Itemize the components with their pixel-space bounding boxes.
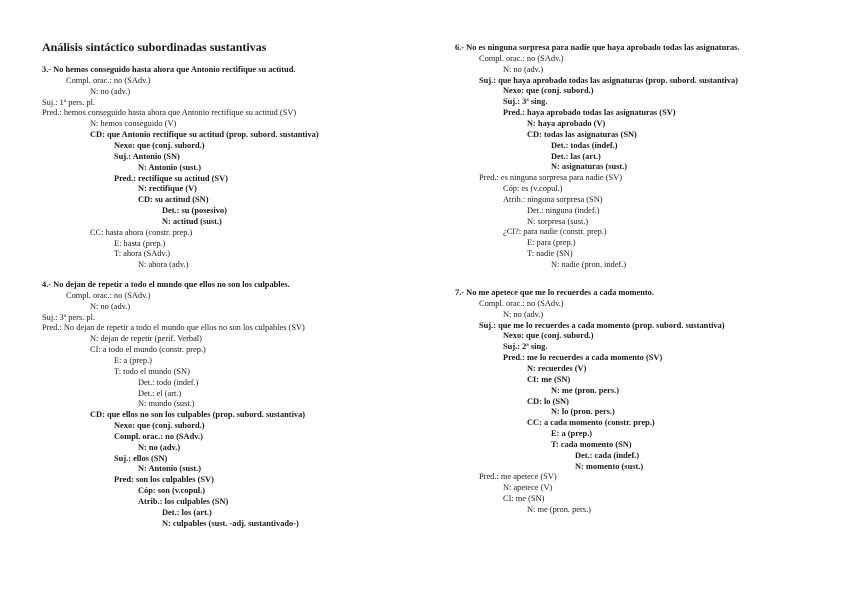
- analysis-line: N: Antonio (sust.): [138, 162, 202, 172]
- analysis-line: CD: que ellos no son los culpables (prop. subord. sustantiva): [90, 410, 306, 420]
- analysis-line: Det.: cada (indef.): [575, 450, 640, 460]
- analysis-line: N: momento (sust.): [575, 461, 644, 471]
- analysis-line: Nexo: que (conj. subord.): [114, 421, 205, 431]
- analysis-line: N: haya aprobado (V): [527, 118, 606, 128]
- analysis-line: N: actitud (sust.): [162, 216, 222, 226]
- analysis-line: Pred.: es ninguna sorpresa para nadie (SV): [479, 173, 623, 183]
- analysis-line: Det.: ninguna (indef.): [527, 205, 600, 215]
- analysis-line: N: no (adv.): [90, 301, 131, 311]
- analysis-line: Nexo: que (conj. subord.): [114, 140, 205, 150]
- exercise-heading: 3.- No hemos conseguido hasta ahora que Antonio rectifique su actitud.: [42, 65, 296, 74]
- analysis-line: Pred.: haya aprobado todas las asignaturas (SV): [503, 108, 676, 118]
- analysis-line: E: para (prep.): [527, 238, 576, 248]
- analysis-line: N: apetece (V): [503, 483, 553, 493]
- analysis-line: N: no (adv.): [503, 309, 544, 319]
- analysis-line: ¿CI?: para nadie (constr. prep.): [503, 227, 607, 237]
- analysis-line: Nexo: que (conj. subord.): [503, 86, 594, 96]
- analysis-line: CC: hasta ahora (constr. prep.): [90, 227, 193, 237]
- analysis-line: Pred: son los culpables (SV): [114, 475, 214, 485]
- analysis-line: Cóp: son (v.copul.): [138, 486, 206, 496]
- analysis-line: Pred.: hemos conseguido hasta ahora que Antonio rectifique su actitud (SV): [42, 108, 297, 118]
- analysis-line: CI: a todo el mundo (constr. prep.): [90, 345, 206, 355]
- analysis-line: Det.: su (posesivo): [162, 206, 227, 216]
- analysis-line: Det.: el (art.): [138, 388, 182, 398]
- analysis-line: Compl. orac.: no (SAdv.): [66, 75, 151, 85]
- analysis-line: Atrib.: ninguna sorpresa (SN): [503, 194, 603, 204]
- exercise-heading: 6.- No es ninguna sorpresa para nadie que haya aprobado todas las asignaturas.: [455, 43, 740, 52]
- analysis-line: CD: todas las asignaturas (SN): [527, 129, 637, 139]
- analysis-line: Suj.: 1ª pers. pl.: [42, 97, 96, 107]
- analysis-line: N: me (pron. pers.): [527, 505, 591, 514]
- analysis-line: Pred.: No dejan de repetir a todo el mundo que ellos no son los culpables (SV): [42, 323, 305, 333]
- analysis-line: Det.: todo (indef.): [138, 377, 199, 387]
- analysis-line: N: no (adv.): [503, 64, 544, 74]
- analysis-line: Suj.: ellos (SN): [114, 453, 168, 463]
- analysis-line: N: sorpresa (sust.): [527, 216, 589, 226]
- analysis-line: Suj.: 2ª sing.: [503, 342, 548, 352]
- analysis-line: Compl. orac.: no (SAdv.): [114, 431, 203, 441]
- analysis-line: Det.: todas (indef.): [551, 140, 618, 150]
- analysis-line: T: todo el mundo (SN): [114, 366, 190, 376]
- analysis-line: Cóp: es (v.copul.): [503, 184, 563, 194]
- analysis-line: CD: su actitud (SN): [138, 195, 209, 205]
- analysis-line: N: lo (pron. pers.): [551, 407, 615, 417]
- analysis-line: Pred.: me lo recuerdes a cada momento (SV): [503, 353, 663, 363]
- analysis-line: Suj.: que me lo recuerdes a cada momento (prop. subord. sustantiva): [479, 320, 725, 330]
- analysis-line: N: no (adv.): [138, 442, 181, 452]
- analysis-line: N: asignaturas (sust.): [551, 162, 628, 172]
- analysis-line: N: mundo (sust.): [138, 399, 195, 409]
- analysis-line: Pred.: me apetece (SV): [479, 472, 557, 482]
- analysis-line: N: no (adv.): [90, 86, 131, 96]
- analysis-line: CI: me (SN): [527, 374, 571, 384]
- analysis-line: Compl. orac.: no (SAdv.): [479, 53, 564, 63]
- analysis-line: N: Antonio (sust.): [138, 464, 202, 474]
- analysis-line: Pred.: rectifique su actitud (SV): [114, 173, 228, 183]
- analysis-line: E: hasta (prep.): [114, 238, 166, 248]
- analysis-line: N: hemos conseguido (V): [90, 119, 177, 129]
- analysis-line: Suj.: 3ª pers. pl.: [42, 312, 96, 322]
- exercise-heading: 7.- No me apetece que me lo recuerdes a cada momento.: [455, 288, 654, 297]
- analysis-line: Suj.: Antonio (SN): [114, 151, 180, 161]
- analysis-line: E: a (prep.): [551, 429, 593, 439]
- analysis-line: N: ahora (adv.): [138, 260, 189, 270]
- analysis-line: N: culpables (sust. -adj. sustantivado-): [162, 518, 299, 528]
- analysis-line: CC: a cada momento (constr. prep.): [527, 418, 655, 428]
- analysis-line: N: nadie (pron. indef.): [551, 260, 627, 269]
- analysis-line: N: rectifique (V): [138, 184, 197, 194]
- analysis-line: N: dejan de repetir (perif. Verbal): [90, 334, 202, 344]
- analysis-line: Suj.: 3ª sing.: [503, 97, 548, 107]
- analysis-line: Det.: las (art.): [551, 151, 601, 161]
- analysis-line: Atrib.: los culpables (SN): [138, 497, 229, 506]
- analysis-line: T: cada momento (SN): [551, 439, 632, 449]
- analysis-line: Compl. orac.: no (SAdv.): [66, 290, 151, 300]
- analysis-line: Compl. orac.: no (SAdv.): [479, 298, 564, 308]
- analysis-line: CD: lo (SN): [527, 396, 569, 406]
- analysis-line: CD: que Antonio rectifique su actitud (prop. subord. sustantiva): [90, 130, 319, 140]
- page-title: Análisis sintáctico subordinadas sustantivas: [42, 40, 267, 54]
- analysis-line: Suj.: que haya aprobado todas las asignaturas (prop. subord. sustantiva): [479, 75, 738, 85]
- analysis-line: CI: me (SN): [503, 494, 545, 504]
- exercise-heading: 4.- No dejan de repetir a todo el mundo que ellos no son los culpables.: [42, 280, 290, 289]
- analysis-line: N: me (pron. pers.): [551, 385, 619, 395]
- analysis-line: E: a (prep.): [114, 355, 152, 365]
- analysis-line: N: recuerdes (V): [527, 363, 587, 373]
- analysis-line: Det.: los (art.): [162, 507, 212, 517]
- analysis-line: T: ahora (SAdv.): [114, 249, 171, 259]
- analysis-line: Nexo: que (conj. subord.): [503, 331, 594, 341]
- analysis-line: T: nadie (SN): [527, 249, 573, 259]
